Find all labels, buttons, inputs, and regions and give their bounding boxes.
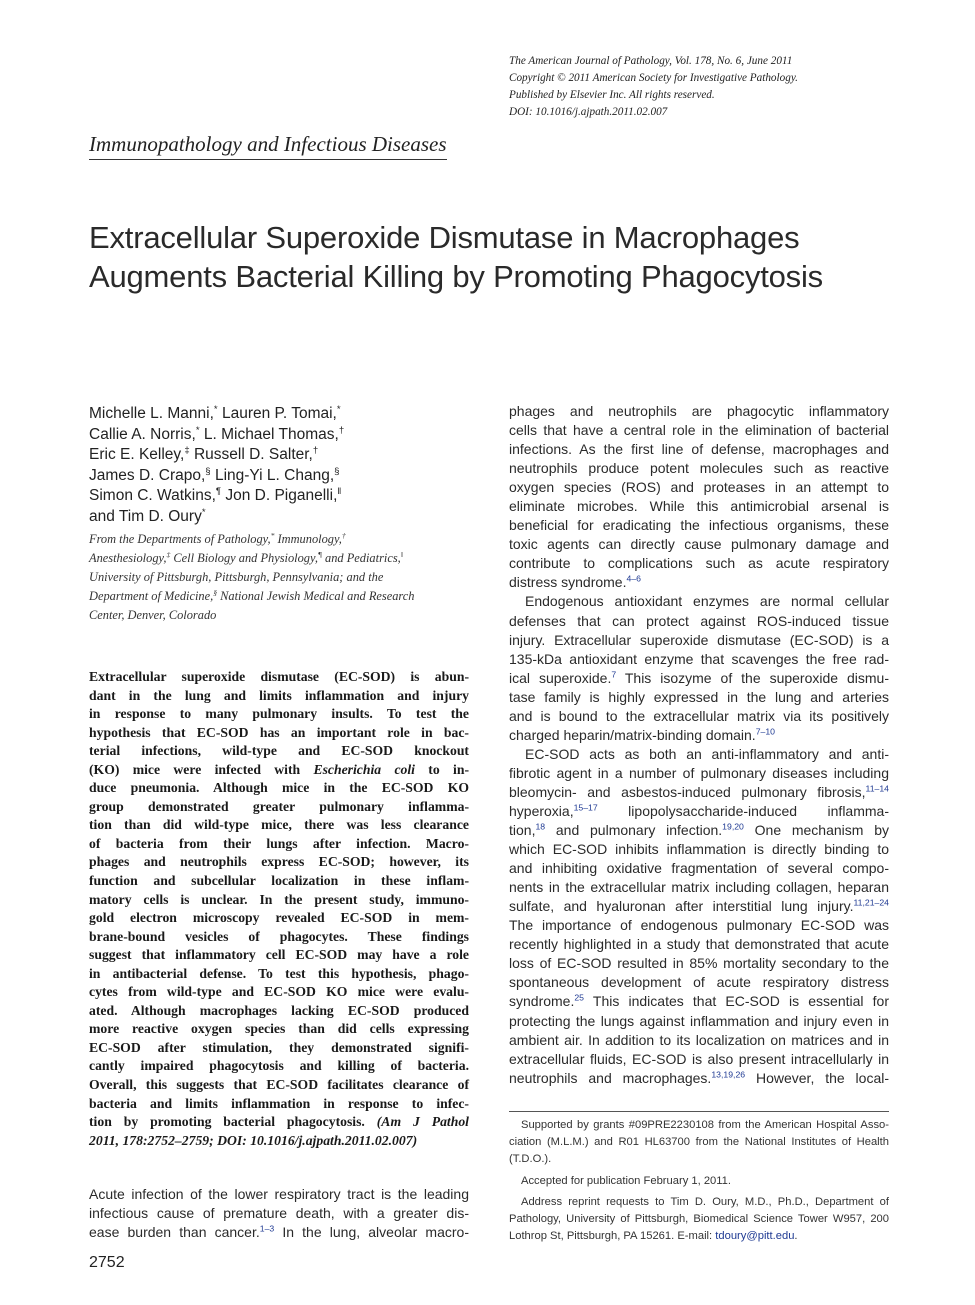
affil-text: and Pediatrics, xyxy=(321,551,401,565)
reference-link[interactable]: 25 xyxy=(574,992,585,1003)
abstract-line: cantly impaired phagocytosis and killing of bacteria. xyxy=(89,1058,469,1074)
abstract-line: of bacteria from their lungs after infection. Macro- xyxy=(89,835,469,851)
author-name: L. Michael Thomas, xyxy=(199,425,339,443)
footnote-line: Supported by grants #09PRE2230108 from the American Hospital Asso- xyxy=(521,1119,889,1131)
reference-link[interactable]: 15–17 xyxy=(573,802,598,813)
body-text: This isozyme of the superoxide dismu- xyxy=(616,669,890,686)
affil-text: Immunology, xyxy=(274,532,342,546)
body-line: oxygen species (ROS) and proteases in an attempt to xyxy=(509,479,889,496)
reference-link[interactable]: 1–3 xyxy=(259,1223,275,1234)
abstract-line: in response to many pulmonary insults. To test the xyxy=(89,706,469,722)
doi-line: DOI: 10.1016/j.ajpath.2011.02.007 xyxy=(509,106,668,118)
abstract xyxy=(89,668,469,1150)
body-text: In the lung, alveolar macro- xyxy=(274,1224,469,1240)
affil-mark: * xyxy=(270,530,275,540)
abstract-line: EC-SOD after stimulation, they demonstrated signifi- xyxy=(89,1039,469,1055)
abstract-line xyxy=(89,761,469,780)
author-name: Ling-Yi L. Chang, xyxy=(210,466,335,484)
affil-mark: § xyxy=(213,587,218,597)
abstract-line: matory cells is unclear. In the present study, immuno- xyxy=(89,891,469,907)
abstract-line: Extracellular superoxide dismutase (EC-SOD) is abun- xyxy=(89,669,469,684)
email-link[interactable]: tdoury@pitt.edu xyxy=(715,1230,795,1243)
species-name: Escherichia coli xyxy=(313,761,415,777)
body-text: neutrophils and macrophages. xyxy=(509,1069,712,1086)
body-line: infections. As the first line of defense, macrophages and xyxy=(509,441,889,458)
body-line xyxy=(509,726,889,745)
affil-text: From the Departments of Pathology, xyxy=(89,532,271,546)
body-line: loss of EC-SOD resulted in 85% mortality secondary to the xyxy=(509,955,889,972)
body-line: injury. Extracellular superoxide dismutase (EC-SOD) is a xyxy=(509,631,889,648)
reference-link[interactable]: 11,21–24 xyxy=(853,897,889,908)
footnote-line: Accepted for publication February 1, 2011. xyxy=(521,1174,731,1187)
article-title xyxy=(89,218,909,296)
affil-mark: § xyxy=(334,465,340,477)
footnote-text: . xyxy=(794,1230,798,1243)
body-text: and pulmonary infection. xyxy=(545,822,723,839)
body-text: charged heparin/matrix-binding domain. xyxy=(509,726,756,743)
author-name: Callie A. Norris, xyxy=(89,425,196,443)
affil-text: National Jewish Medical and Research xyxy=(217,589,415,603)
body-line xyxy=(509,669,889,688)
body-line: which EC-SOD inhibits inflammation is directly binding to xyxy=(509,841,889,858)
author-line xyxy=(89,486,489,507)
body-line: nents in the extracellular matrix including collagen, heparan xyxy=(509,879,889,896)
reference-link[interactable]: 11–14 xyxy=(865,783,889,794)
body-text: One mechanism by xyxy=(743,822,889,839)
affil-text: Cell Biology and Physiology, xyxy=(170,551,318,565)
body-text: hyperoxia, xyxy=(509,802,574,819)
abstract-text: tion by promoting bacterial phagocytosis. xyxy=(89,1114,377,1130)
affil-mark: ‡ xyxy=(184,444,190,456)
body-line xyxy=(509,992,889,1011)
body-line: spontaneous development of acute respiratory distress xyxy=(509,974,889,991)
body-line: and inhibiting oxidative fragmentation of several compo- xyxy=(509,860,889,877)
author-name: James D. Crapo, xyxy=(89,466,206,484)
abstract-line: phages and neutrophils express EC-SOD; however, its xyxy=(89,854,469,870)
abstract-text: to in- xyxy=(414,761,469,777)
body-text: lipopolysaccharide-induced inflamma- xyxy=(597,802,889,819)
affiliation-line xyxy=(89,549,489,568)
title-line-1: Extracellular Superoxide Dismutase in Macrophages xyxy=(89,220,800,255)
body-text: This indicates that EC-SOD is essential for xyxy=(584,993,889,1010)
abstract-line: cytes from wild-type and EC-SOD KO mice were evalu- xyxy=(89,984,469,1000)
body-line xyxy=(509,821,889,840)
reference-link[interactable]: 7–10 xyxy=(755,726,775,737)
affil-mark: * xyxy=(195,424,200,436)
affil-mark: ‖ xyxy=(337,485,342,497)
body-line: recently highlighted in a study that demonstrated that acute xyxy=(509,936,889,953)
abstract-line: brane-bound vesicles of phagocytes. These findings xyxy=(89,928,469,944)
body-text: distress syndrome. xyxy=(509,574,627,591)
abstract-line: in antibacterial defense. To test this hypothesis, phago- xyxy=(89,965,469,981)
publisher-line: Published by Elsevier Inc. All rights reserved. xyxy=(509,89,715,101)
abstract-line: group demonstrated greater pulmonary inflamma- xyxy=(89,798,469,814)
abstract-text: (KO) mice were infected with xyxy=(89,761,314,777)
body-line: protecting the lungs against inflammation and injury even in xyxy=(509,1012,889,1029)
reference-link[interactable]: 7 xyxy=(611,669,617,679)
body-line: defenses that can protect against ROS-induced tissue xyxy=(509,612,889,629)
body-line: Endogenous antioxidant enzymes are normal cellular xyxy=(525,593,889,610)
body-line: and is bound to the extracellular matrix via its positively xyxy=(509,707,889,724)
author-list xyxy=(89,404,489,527)
body-text: ease burden than cancer. xyxy=(89,1224,260,1240)
abstract-line: gold electron microscopy revealed EC-SOD in mem- xyxy=(89,910,469,926)
footnote-text: Lothrop St, Pittsburgh, PA 15261. E-mail: xyxy=(509,1230,716,1243)
affil-mark: * xyxy=(213,403,218,415)
abstract-line: function and subcellular localization in these inflam- xyxy=(89,873,469,889)
body-line: 135-kDa antioxidant enzyme that scavenges the free rad- xyxy=(509,650,889,667)
footnote-line: Pathology, University of Pittsburgh, Biomedical Science Tower W957, 200 xyxy=(509,1213,889,1226)
citation-text: 2011, 178:2752–2759; DOI: 10.1016/j.ajpath.2011.02.007) xyxy=(89,1132,418,1148)
author-name: Lauren P. Tomai, xyxy=(217,405,337,422)
affil-mark: * xyxy=(201,506,206,518)
author-name: Simon C. Watkins, xyxy=(89,487,216,504)
right-column xyxy=(509,402,889,1088)
body-line: EC-SOD acts as both an anti-inflammatory and anti- xyxy=(525,745,889,762)
body-line: cells that have a central role in the elimination of bacterial xyxy=(509,422,889,439)
section-heading: Immunopathology and Infectious Diseases xyxy=(89,132,447,160)
author-name: and Tim D. Oury xyxy=(89,507,202,525)
body-line: contribute to complications such as acute respiratory xyxy=(509,555,889,572)
body-text: tion, xyxy=(509,822,536,839)
affiliation-line: Center, Denver, Colorado xyxy=(89,608,217,622)
title-line-2: Augments Bacterial Killing by Promoting Phagocytosis xyxy=(89,259,823,294)
affil-mark: ¶ xyxy=(215,485,222,497)
author-name: Eric E. Kelley, xyxy=(89,446,185,463)
author-line xyxy=(89,425,489,446)
author-line xyxy=(89,404,489,425)
abstract-line: more reactive oxygen species than did cells expressing xyxy=(89,1021,469,1037)
affiliations xyxy=(89,530,489,625)
abstract-line: bacteria and limits inflammation in response to infec- xyxy=(89,1095,469,1111)
reference-link[interactable]: 13,19,26 xyxy=(711,1068,746,1079)
body-line: Acute infection of the lower respiratory tract is the leading xyxy=(89,1186,469,1202)
body-line: neutrophils produce potent molecules such as reactive xyxy=(509,460,889,477)
affil-mark: * xyxy=(336,403,341,415)
abstract-line xyxy=(89,1132,469,1151)
body-line: infectious cause of premature death, with a greater dis- xyxy=(89,1205,469,1221)
reference-link[interactable]: 18 xyxy=(535,821,546,832)
body-text: syndrome. xyxy=(509,993,575,1010)
author-name: Russell D. Salter, xyxy=(189,446,313,463)
abstract-line: hypothesis that EC-SOD has an important role in bac- xyxy=(89,724,469,740)
body-line: fibrotic agent in a number of pulmonary diseases including xyxy=(509,764,889,781)
body-line xyxy=(509,1069,889,1088)
abstract-line: tion than did wild-type mice, there was less clearance xyxy=(89,817,469,833)
journal-header xyxy=(509,53,909,121)
affiliation-line xyxy=(89,530,489,549)
intro-paragraph xyxy=(89,1185,469,1242)
reference-link[interactable]: 19,20 xyxy=(722,821,744,832)
page-number: 2752 xyxy=(89,1254,125,1271)
abstract-line xyxy=(89,1113,469,1132)
affil-mark: ‡ xyxy=(166,549,171,559)
footnote-line xyxy=(509,1228,889,1245)
author-line xyxy=(89,466,489,487)
abstract-line: duce pneumonia. Although mice in the EC-SOD KO xyxy=(89,780,469,796)
author-line xyxy=(89,445,489,466)
author-name: Jon D. Piganelli, xyxy=(221,487,338,504)
footnote-divider xyxy=(509,1111,889,1112)
copyright-line: Copyright © 2011 American Society for Investigative Pathology. xyxy=(509,72,798,84)
affil-mark: ‖ xyxy=(400,549,403,559)
footnote-line: ciation (M.L.M.) and R01 HL63700 from the National Institutes of Health xyxy=(509,1136,889,1149)
footnote-line: Address reprint requests to Tim D. Oury, M.D., Ph.D., Department of xyxy=(521,1195,889,1208)
body-text: ical superoxide. xyxy=(509,669,612,686)
body-text: bleomycin- and asbestos-induced pulmonary fibrosis, xyxy=(509,783,866,800)
body-line xyxy=(509,897,889,916)
journal-citation: The American Journal of Pathology, Vol. 178, No. 6, June 2011 xyxy=(509,55,793,67)
body-line xyxy=(509,783,889,802)
body-line: extracellular fluids, EC-SOD is also present intracellularly in xyxy=(509,1050,889,1067)
affil-text: Department of Medicine, xyxy=(89,589,214,603)
body-text: sulfate, and hyaluronan after interstitial lung injury. xyxy=(509,898,854,915)
footnote-line: (T.D.O.). xyxy=(509,1153,552,1166)
abstract-line: dant in the lung and limits inflammation and injury xyxy=(89,687,469,703)
affil-text: Anesthesiology, xyxy=(89,551,167,565)
affil-mark: † xyxy=(312,444,319,456)
body-line: beneficial for eradicating the infectious organisms, these xyxy=(509,517,889,534)
affil-mark: † xyxy=(338,424,345,436)
affiliation-line xyxy=(89,587,489,606)
body-line: The importance of endogenous pulmonary EC-SOD was xyxy=(509,917,889,934)
body-line: eliminate microbes. While this antimicrobial arsenal is xyxy=(509,498,889,515)
abstract-line: terial infections, wild-type and EC-SOD knockout xyxy=(89,743,469,759)
reference-link[interactable]: 4–6 xyxy=(626,573,641,584)
body-line xyxy=(509,573,889,592)
abstract-line: Overall, this suggests that EC-SOD facilitates clearance of xyxy=(89,1077,469,1093)
citation-text: (Am J Pathol xyxy=(376,1114,469,1130)
body-line xyxy=(89,1223,469,1242)
body-line: ambient air. In addition to its localization on matrices and in xyxy=(509,1031,889,1048)
affil-mark: † xyxy=(341,530,346,540)
author-name: Michelle L. Manni, xyxy=(89,405,214,422)
footnotes xyxy=(509,1117,889,1245)
body-text: However, the local- xyxy=(745,1069,890,1086)
body-line: phages and neutrophils are phagocytic inflammatory xyxy=(509,403,889,419)
affil-mark: § xyxy=(205,465,211,477)
body-line xyxy=(509,802,889,821)
affil-mark: ¶ xyxy=(317,549,322,559)
abstract-line: ated. Although macrophages lacking EC-SOD produced xyxy=(89,1002,469,1018)
affiliation-line: University of Pittsburgh, Pittsburgh, Pennsylvania; and the xyxy=(89,570,384,584)
author-line xyxy=(89,507,489,528)
body-line: toxic agents can directly cause pulmonary damage and xyxy=(509,536,889,553)
abstract-line: suggest that inflammatory cell EC-SOD may have a role xyxy=(89,947,469,963)
body-line: tase family is highly expressed in the lung and arteries xyxy=(509,688,889,705)
